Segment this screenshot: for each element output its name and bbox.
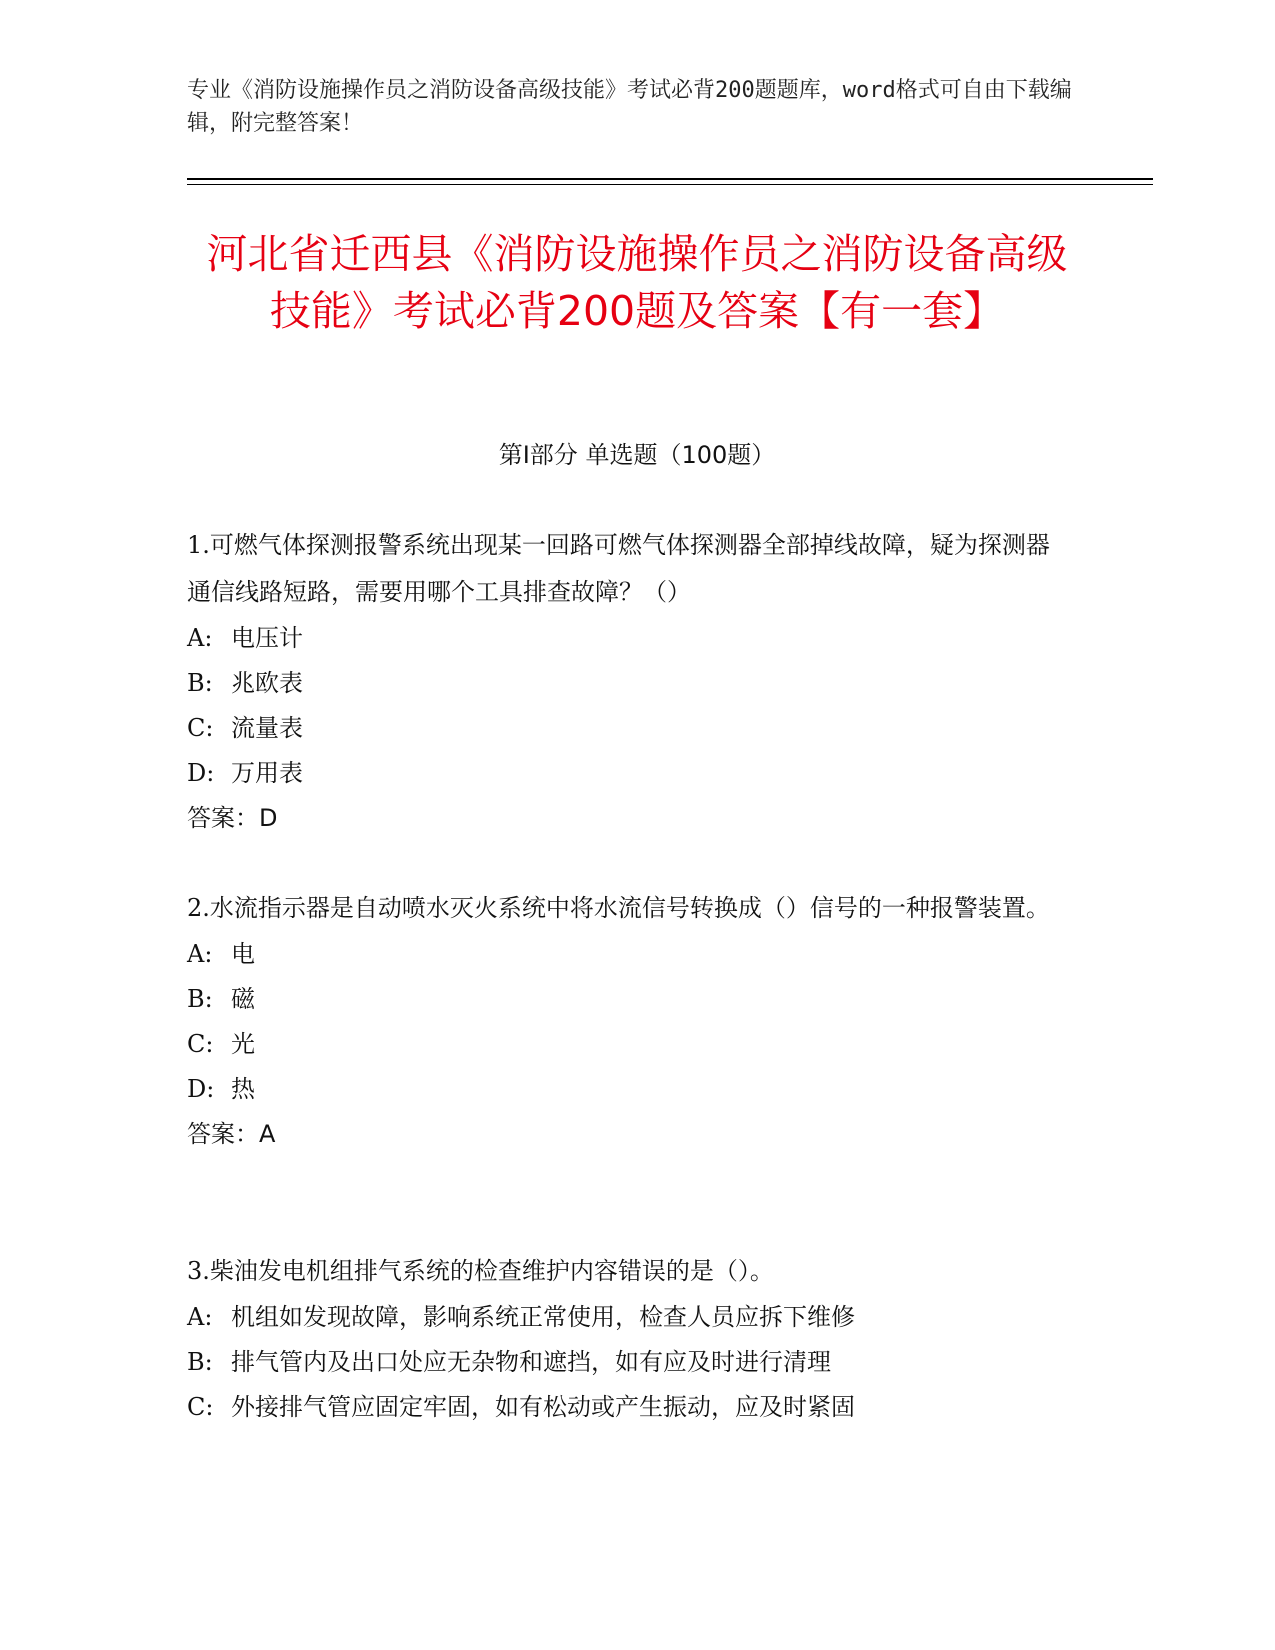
option-text: 电 [231,940,255,968]
option-letter: C: [187,1393,214,1421]
answer-line: 答案：A [187,1120,276,1148]
option-text: 流量表 [231,714,303,742]
option-letter: C: [187,1030,214,1058]
option-c [187,1022,1067,1067]
option-text: 排气管内及出口处应无杂物和遮挡，如有应及时进行清理 [231,1348,831,1376]
option-letter: D: [187,1075,215,1103]
option-a [187,1295,1067,1340]
option-letter: B: [187,669,213,697]
option-text: 磁 [231,985,255,1013]
option-a [187,932,1067,977]
option-c [187,1385,1067,1430]
question-stem: 3.柴油发电机组排气系统的检查维护内容错误的是（）。 [187,1257,774,1285]
option-a [187,616,1067,661]
option-letter: C: [187,714,214,742]
option-text: 光 [231,1030,255,1058]
question-3 [187,1248,1067,1430]
header-note: 专业《消防设施操作员之消防设备高级技能》考试必背200题题库，word格式可自由下载编辑，附完整答案！ [187,78,1072,136]
option-letter: D: [187,759,215,787]
option-letter: B: [187,985,213,1013]
option-letter: B: [187,1348,213,1376]
option-text: 机组如发现故障，影响系统正常使用，检查人员应拆下维修 [231,1303,855,1331]
option-b [187,1340,1067,1385]
option-text: 电压计 [231,624,303,652]
question-stem: 1.可燃气体探测报警系统出现某一回路可燃气体探测器全部掉线故障，疑为探测器通信线路短路，需要用哪个工具排查故障？（） [187,531,1050,606]
question-stem: 2.水流指示器是自动喷水灭火系统中将水流信号转换成（）信号的一种报警装置。 [187,894,1050,922]
option-b [187,661,1067,706]
option-b [187,977,1067,1022]
option-text: 万用表 [231,759,303,787]
option-letter: A: [187,624,213,652]
option-text: 外接排气管应固定牢固，如有松动或产生振动，应及时紧固 [231,1393,855,1421]
document-title: 河北省迁西县《消防设施操作员之消防设备高级技能》考试必背200题及答案【有一套】 [206,230,1068,335]
answer-line: 答案：D [187,804,278,832]
header-rule-thin [187,184,1153,185]
question-2 [187,885,1067,1157]
option-d [187,1067,1067,1112]
section-heading: 第I部分 单选题（100题） [498,441,776,469]
question-1 [187,522,1067,841]
option-letter: A: [187,1303,213,1331]
option-text: 热 [231,1075,255,1103]
option-d [187,751,1067,796]
option-letter: A: [187,940,213,968]
option-c [187,706,1067,751]
header-rule-thick [187,178,1153,180]
option-text: 兆欧表 [231,669,303,697]
